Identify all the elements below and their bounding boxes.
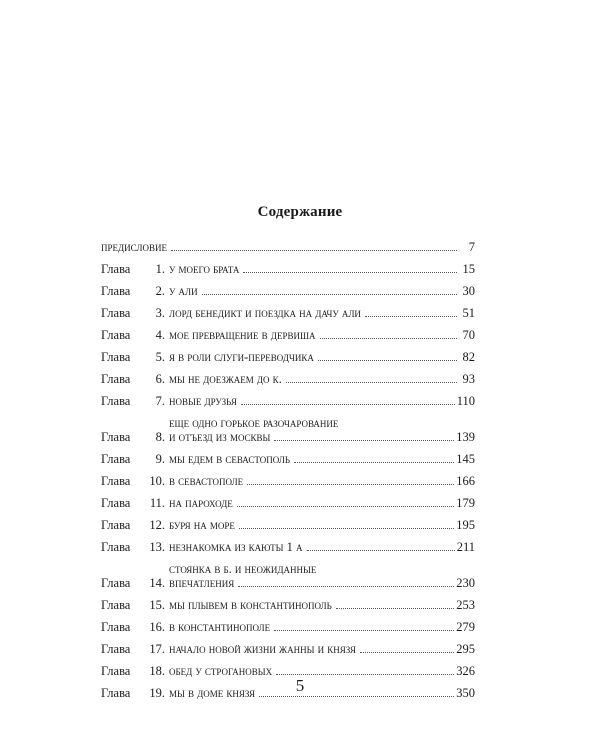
toc-entry-title: незнакомка из каюты 1 а <box>169 540 303 554</box>
toc-entry-chapter <box>101 368 475 390</box>
toc-entry-preface <box>101 236 475 258</box>
toc-entry-title: у моего брата <box>169 262 240 276</box>
toc-entry-chapter <box>101 514 475 536</box>
toc-entry-chapter <box>101 448 475 470</box>
chapter-word: Глава <box>101 262 131 276</box>
toc-entry-chapter <box>101 324 475 346</box>
toc-entry-page: 70 <box>462 328 475 342</box>
toc-entry-page: 195 <box>456 518 475 532</box>
toc-entry-chapter <box>101 594 475 616</box>
toc-entry-page: 15 <box>462 262 475 276</box>
toc-entry-title-continued: и отъезд из москвы <box>169 430 271 444</box>
chapter-number: 11. <box>149 496 165 510</box>
dot-leader <box>274 629 454 631</box>
toc-entry-chapter <box>101 558 475 594</box>
toc-entry-title: в константинополе <box>169 620 271 634</box>
chapter-word: Глава <box>101 306 131 320</box>
toc-entry-title: стоянка в б. и неожиданные <box>169 562 317 576</box>
toc-entry-page: 295 <box>456 642 475 656</box>
chapter-number: 10. <box>149 474 165 488</box>
toc-entry-chapter <box>101 470 475 492</box>
chapter-word: Глава <box>101 452 131 466</box>
toc-entry-page: 253 <box>456 598 475 612</box>
toc-entry-title: в севастополе <box>169 474 244 488</box>
page-title: Содержание <box>257 204 343 220</box>
table-of-contents <box>101 236 475 704</box>
toc-entry-title: еще одно горькое разочарование <box>169 416 339 430</box>
dot-leader <box>286 381 457 383</box>
dot-leader <box>239 527 454 529</box>
toc-entry-title: мы в доме князя <box>169 686 256 700</box>
toc-entry-title-continued: впечатления <box>169 576 235 590</box>
chapter-word: Глава <box>101 642 131 656</box>
chapter-word: Глава <box>101 372 131 386</box>
toc-entry-title: обед у строгановых <box>169 664 273 678</box>
dot-leader <box>294 461 454 463</box>
toc-entry-title: новые друзья <box>169 394 237 408</box>
toc-entry-page: 7 <box>468 240 475 254</box>
dot-leader <box>247 483 454 485</box>
toc-entry-title: предисловие <box>101 240 168 254</box>
dot-leader <box>318 359 457 361</box>
toc-entry-page: 350 <box>456 686 475 700</box>
dot-leader <box>171 249 457 251</box>
dot-leader <box>274 439 454 441</box>
toc-entry-title: на пароходе <box>169 496 233 510</box>
toc-entry-chapter <box>101 412 475 448</box>
dot-leader <box>365 315 457 317</box>
toc-entry-page: 93 <box>462 372 475 386</box>
toc-entry-title: мое превращение в дервиша <box>169 328 316 342</box>
toc-entry-page: 145 <box>456 452 475 466</box>
chapter-word: Глава <box>101 540 131 554</box>
chapter-number: 6. <box>155 372 165 386</box>
chapter-number: 5. <box>155 350 165 364</box>
toc-entry-chapter <box>101 492 475 514</box>
chapter-number: 9. <box>155 452 165 466</box>
chapter-word: Глава <box>101 598 131 612</box>
toc-entry-page: 82 <box>462 350 475 364</box>
dot-leader <box>237 505 454 507</box>
chapter-word: Глава <box>101 518 131 532</box>
toc-entry-title: буря на море <box>169 518 235 532</box>
dot-leader <box>202 293 457 295</box>
dot-leader <box>307 549 455 551</box>
dot-leader <box>360 651 454 653</box>
chapter-word: Глава <box>101 430 131 444</box>
chapter-number: 7. <box>155 394 165 408</box>
chapter-word: Глава <box>101 496 131 510</box>
page-number: 5 <box>295 676 305 695</box>
dot-leader <box>276 673 454 675</box>
chapter-list <box>101 258 475 704</box>
toc-entry-title: лорд бенедикт и поездка на дачу али <box>169 306 361 320</box>
toc-entry-page: 166 <box>456 474 475 488</box>
chapter-number: 8. <box>155 430 165 444</box>
toc-entry-page: 110 <box>456 394 475 408</box>
dot-leader <box>320 337 457 339</box>
chapter-word: Глава <box>101 686 131 700</box>
chapter-word: Глава <box>101 576 131 590</box>
toc-entry-chapter <box>101 302 475 324</box>
chapter-word: Глава <box>101 474 131 488</box>
toc-entry-chapter <box>101 616 475 638</box>
toc-entry-chapter <box>101 258 475 280</box>
toc-entry-page: 230 <box>456 576 475 590</box>
chapter-word: Глава <box>101 664 131 678</box>
toc-entry-page: 211 <box>456 540 475 554</box>
chapter-number: 3. <box>155 306 165 320</box>
toc-entry-chapter <box>101 280 475 302</box>
chapter-number: 13. <box>149 540 165 554</box>
toc-entry-chapter <box>101 390 475 412</box>
chapter-word: Глава <box>101 328 131 342</box>
toc-entry-title: мы едем в севастополь <box>169 452 291 466</box>
dot-leader <box>336 607 454 609</box>
chapter-number: 19. <box>149 686 165 700</box>
toc-entry-page: 51 <box>462 306 475 320</box>
chapter-word: Глава <box>101 394 131 408</box>
toc-entry-page: 30 <box>462 284 475 298</box>
toc-entry-title: начало новой жизни жанны и князя <box>169 642 356 656</box>
dot-leader <box>241 403 455 405</box>
toc-entry-chapter <box>101 638 475 660</box>
toc-entry-title: у али <box>169 284 198 298</box>
chapter-number: 15. <box>149 598 165 612</box>
chapter-number: 2. <box>155 284 165 298</box>
chapter-word: Глава <box>101 350 131 364</box>
toc-entry-page: 139 <box>456 430 475 444</box>
chapter-number: 18. <box>149 664 165 678</box>
chapter-number: 17. <box>149 642 165 656</box>
chapter-number: 16. <box>149 620 165 634</box>
chapter-word: Глава <box>101 284 131 298</box>
toc-entry-page: 326 <box>456 664 475 678</box>
chapter-number: 1. <box>155 262 165 276</box>
toc-entry-page: 279 <box>456 620 475 634</box>
dot-leader <box>238 585 454 587</box>
chapter-number: 12. <box>149 518 165 532</box>
toc-entry-title: мы плывем в константинополь <box>169 598 332 612</box>
dot-leader <box>243 271 457 273</box>
toc-entry-chapter <box>101 346 475 368</box>
toc-entry-title: мы не доезжаем до к. <box>169 372 282 386</box>
chapter-number: 14. <box>149 576 165 590</box>
chapter-number: 4. <box>155 328 165 342</box>
chapter-word: Глава <box>101 620 131 634</box>
toc-entry-chapter <box>101 536 475 558</box>
toc-entry-page: 179 <box>456 496 475 510</box>
toc-entry-title: я в роли слуги-переводчика <box>169 350 314 364</box>
